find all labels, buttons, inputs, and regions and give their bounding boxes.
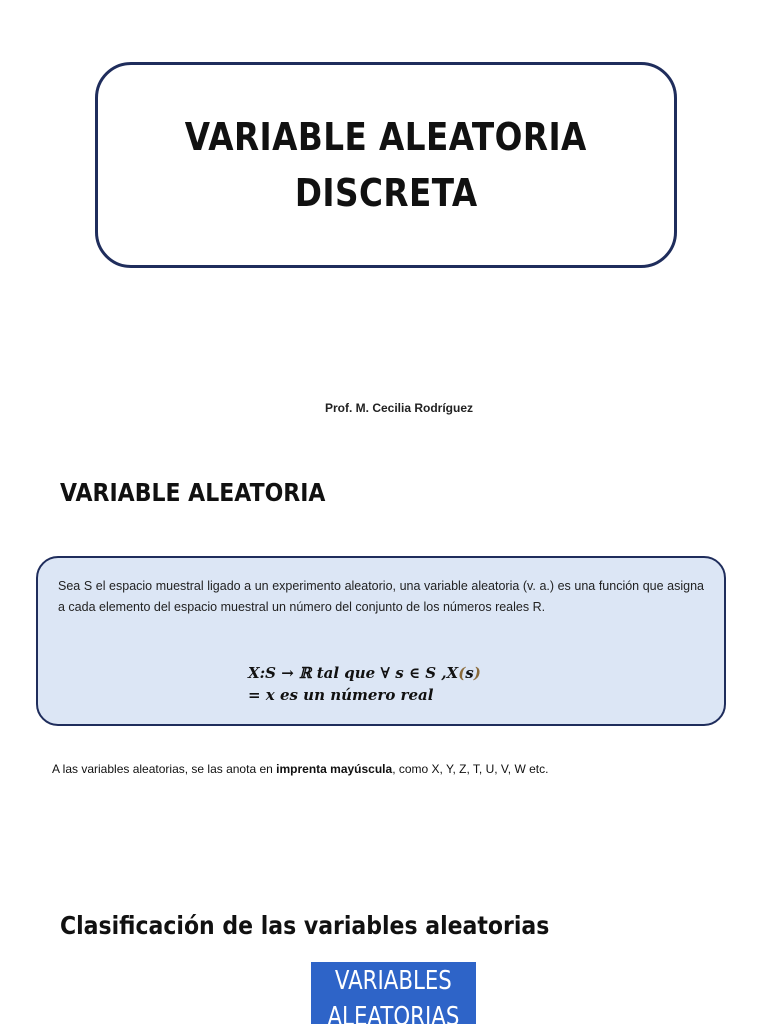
formula-s: s: [465, 664, 474, 682]
note-bold: imprenta mayúscula: [276, 762, 393, 776]
note-part-2: , como X, Y, Z, T, U, V, W etc.: [392, 762, 549, 776]
section-heading-variable-aleatoria: VARIABLE ALEATORIA: [60, 478, 326, 507]
formula: [248, 662, 481, 706]
formula-main: X:S → ℝ tal que ∀ s ∈ S ,X: [248, 664, 459, 682]
section-heading-clasificacion: Clasificación de las variables aleatorias: [60, 911, 550, 940]
definition-box: [36, 556, 726, 726]
note-part-1: A las variables aleatorias, se las anota en: [52, 762, 277, 776]
title-box: [95, 62, 677, 268]
title-line-1: VARIABLE ALEATORIA: [184, 115, 588, 159]
formula-paren-close: ): [473, 664, 481, 682]
formula-line-1: [248, 662, 481, 684]
title-line-2: DISCRETA: [294, 171, 478, 215]
variables-aleatorias-box: [311, 962, 476, 1024]
formula-line-2: = x es un número real: [248, 686, 434, 704]
author-credit: Prof. M. Cecilia Rodríguez: [324, 401, 474, 415]
formula-paren-open: (: [458, 664, 466, 682]
definition-text: Sea S el espacio muestral ligado a un experimento aleatorio, una variable aleatoria (v. a.) es una función que asigna a cada elemento del espacio muestral un número del conjunto de los números reales R.: [58, 579, 704, 614]
notation-note: [52, 762, 548, 776]
va-box-line-1: VARIABLES: [334, 966, 453, 996]
va-box-line-2: ALEATORIAS: [327, 1002, 460, 1024]
